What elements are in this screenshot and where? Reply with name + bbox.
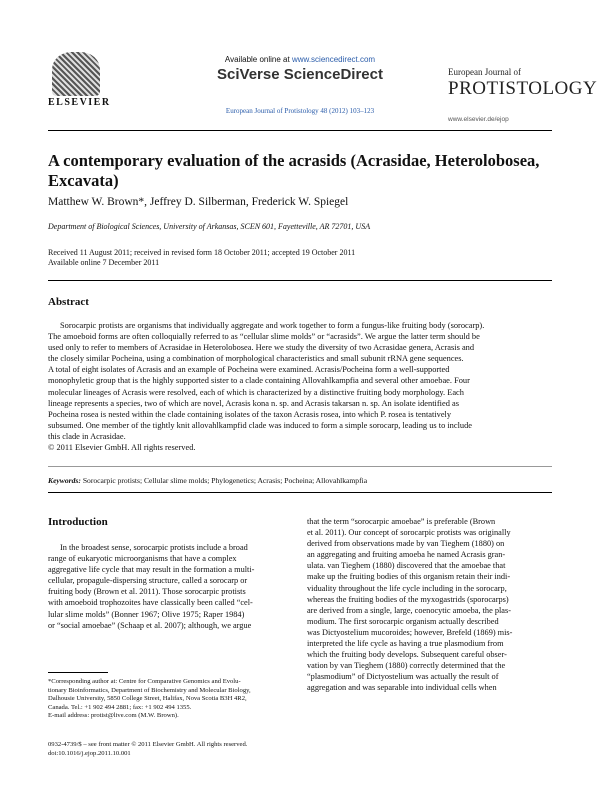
available-online <box>0 55 600 64</box>
issn-line: 0932-4739/$ – see front matter © 2011 Elsevier GmbH. All rights reserved. <box>48 741 248 748</box>
body-line: interpreted the life cycle as having a true plasmodium from <box>307 639 504 649</box>
body-line: range of eukaryotic microorganisms that have a complex <box>48 554 237 564</box>
available-online-prefix: Available online at <box>224 55 292 64</box>
body-line: vation by van Tieghem (1880) correctly determined that the <box>307 661 506 671</box>
abstract-line: Sorocarpic protists are organisms that individually aggregate and work together to form a fungus-like fruiting body (sorocarp). <box>60 321 485 330</box>
body-line: aggregative life cycle that may result in the formation a multi- <box>48 565 255 575</box>
footnote-line: Dalhousie University, 5850 College Street, Halifax, Nova Scotia B3H 4R2, <box>48 695 247 703</box>
body-line: In the broadest sense, sorocarpic protists include a broad <box>60 543 248 552</box>
body-line: et al. 2011). Our concept of sorocarpic protists was originally <box>307 528 511 538</box>
keywords <box>48 476 367 485</box>
body-line: aggregation and was separable into individual cells when <box>307 683 497 693</box>
keywords-list: Sorocarpic protists; Cellular slime molds; Phylogenetics; Acrasis; Pocheina; Allovahlkampfia <box>82 476 368 485</box>
article-title <box>48 151 558 191</box>
journal-url[interactable]: www.elsevier.de/ejop <box>448 116 509 123</box>
footnote-line: Canada. Tel.: +1 902 494 2881; fax: +1 902 494 1355. <box>48 703 192 711</box>
abstract-line: Pocheina rosea is nested within the clade containing isolates of the taxon Acrasis rosea, into which P. rosea is tentatively <box>48 409 452 419</box>
received-dates: Received 11 August 2011; received in revised form 18 October 2011; accepted 19 October 2011 <box>48 248 356 257</box>
body-line: whereas the fruiting bodies of the myxogastrids (sporocarps) <box>307 594 509 604</box>
publisher-name: ELSEVIER <box>48 97 111 108</box>
left-column <box>48 542 293 631</box>
body-line: make up the fruiting bodies of this organism retain their indi- <box>307 572 511 582</box>
keywords-label: Keywords: <box>48 476 81 485</box>
abstract-line: this clade in Acrasidae. <box>48 431 126 441</box>
affiliation: Department of Biological Sciences, University of Arkansas, SCEN 601, Fayetteville, AR 72701, USA <box>48 222 371 231</box>
body-line: was Dictyostelium mucoroides; however, Brefeld (1869) mis- <box>307 627 513 637</box>
body-line: an aggregating and fruiting amoeba he named Acrasis gran- <box>307 550 506 560</box>
body-line: cellular, propagule-dispersing structure, called a sorocarp or <box>48 576 248 586</box>
abstract-line: The amoeboid forms are often colloquially referred to as “cellular slime molds” or “acrasids”. We argue the latter term should be <box>48 332 480 342</box>
abstract-line: used only to refer to members of Acrasidae in Heterolobosea. Here we study the diversity of two Acrasidae genera, Acrasis and <box>48 343 475 353</box>
body-line: “plasmodium” of Dictyostelium was actually the result of <box>307 672 499 682</box>
available-online-date: Available online 7 December 2011 <box>48 258 160 267</box>
footnote-rule <box>48 672 108 673</box>
body-line: that the term “sorocarpic amoebae” is preferable (Brown <box>307 517 496 526</box>
abstract-body <box>48 320 568 453</box>
platform-name: SciVerse ScienceDirect <box>217 66 383 83</box>
authors: Matthew W. Brown*, Jeffrey D. Silberman, Frederick W. Spiegel <box>48 196 349 208</box>
introduction-heading: Introduction <box>48 516 108 528</box>
footnote-line: *Corresponding author at: Centre for Comparative Genomics and Evolu- <box>48 678 241 685</box>
title-line-2: Excavata) <box>48 171 119 190</box>
body-line: are derived from a single, large, coenocytic amoeba, the plas- <box>307 605 511 615</box>
journal-logo-main: PROTISTOLOGY <box>448 78 598 99</box>
right-column <box>307 516 552 694</box>
header-rule <box>48 130 552 131</box>
body-line: lular slime molds” (Bonner 1967; Olive 1975; Raper 1984) <box>48 609 245 619</box>
sciencedirect-link[interactable]: www.sciencedirect.com <box>291 55 376 64</box>
body-line: viduality throughout the life cycle including in the sorocarp, <box>307 583 507 593</box>
body-line: which the fruiting body develops. Subsequent careful obser- <box>307 650 507 660</box>
body-line: modium. The first sorocarpic organism actually described <box>307 616 499 626</box>
abstract-line: lineage represents a species, two of which are novel, Acrasis kona n. sp. and Acrasis takarsan n. sp. An isolate identified as <box>48 398 459 408</box>
title-rule <box>48 280 552 281</box>
abstract-line: molecular lineages of Acrasis were resolved, each of which is characterized by a distinctive fruiting body morphology. Each <box>48 387 464 397</box>
journal-citation[interactable]: European Journal of Protistology 48 (2012) 103–123 <box>225 107 375 115</box>
body-line: derived from observations made by van Tieghem (1880) on <box>307 539 505 549</box>
abstract-line: subsumed. One member of the tightly knit allovahlkampfid clade was induced to form a simple sorocarp, leading us to include <box>48 420 472 430</box>
issn-doi <box>48 741 247 758</box>
body-line: with amoeboid trophozoites have classically been called “cel- <box>48 598 253 608</box>
abstract-line: the closely similar Pocheina, using a combination of morphological characteristics and small subunit rRNA gene sequences. <box>48 354 464 364</box>
footnote-line: tionary Bioinformatics, Department of Biochemistry and Molecular Biology, <box>48 686 251 694</box>
footnote <box>48 678 293 721</box>
copyright-line: © 2011 Elsevier GmbH. All rights reserved. <box>48 443 196 453</box>
abstract-heading: Abstract <box>48 296 89 308</box>
journal-logo-top: European Journal of <box>448 67 521 77</box>
doi-line[interactable]: doi:10.1016/j.ejop.2011.10.001 <box>48 749 131 757</box>
abstract-line: A total of eight isolates of Acrasis and an example of Pocheina were examined. Acrasis/Pocheina form a well-supported <box>48 365 450 375</box>
body-line: or “social amoebae” (Schaap et al. 2007); although, we argue <box>48 620 252 630</box>
body-line: fruiting body (Brown et al. 2011). Those sorocarpic protists <box>48 587 246 597</box>
title-line-1: A contemporary evaluation of the acrasids (Acrasidae, Heterolobosea, <box>48 151 540 170</box>
abstract-rule <box>48 466 552 467</box>
body-line: ulata. van Tieghem (1880) discovered that the amoebae that <box>307 561 506 571</box>
keywords-rule <box>48 492 552 493</box>
email-line[interactable]: E-mail address: protist@live.com (M.W. Brown). <box>48 712 179 720</box>
abstract-line: monophyletic group that is the highly supported sister to a clade containing Allovahlkampfia and several other amoebae. Four <box>48 376 470 386</box>
